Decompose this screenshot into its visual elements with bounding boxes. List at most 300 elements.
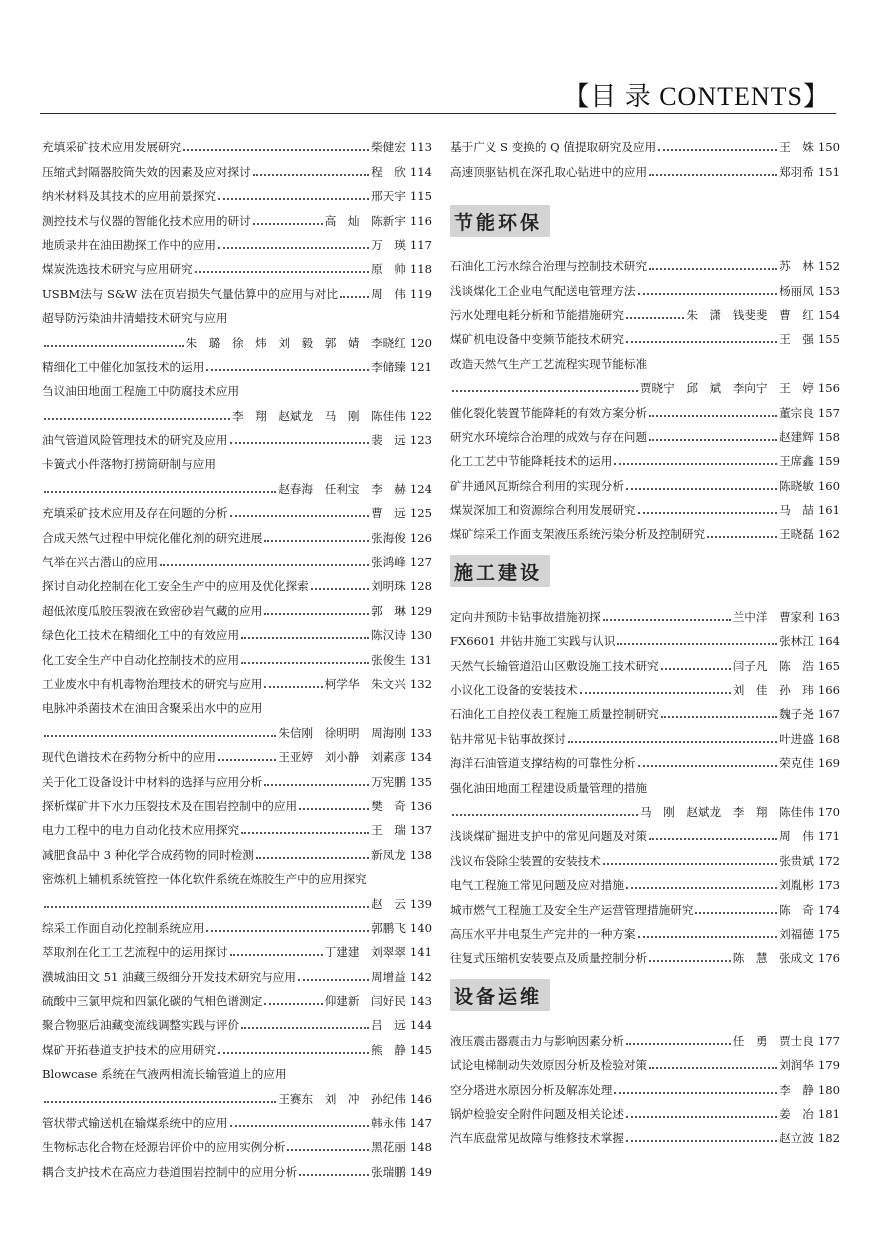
toc-entry[interactable] bbox=[450, 770, 840, 794]
toc-entry[interactable] bbox=[42, 252, 432, 276]
toc-entry[interactable] bbox=[42, 301, 432, 325]
toc-entry[interactable] bbox=[450, 648, 840, 672]
page-number: 147 bbox=[409, 1116, 432, 1131]
page-number: 120 bbox=[409, 335, 432, 350]
dot-leader bbox=[661, 668, 731, 670]
dot-leader bbox=[218, 759, 276, 761]
toc-entry[interactable] bbox=[42, 642, 432, 666]
toc-entry[interactable] bbox=[42, 740, 432, 764]
toc-entry[interactable] bbox=[42, 618, 432, 642]
entry-title: 石油化工污水综合治理与控制技术研究 bbox=[450, 259, 648, 274]
page-number: 148 bbox=[409, 1140, 432, 1155]
entry-title: Blowcase 系统在气液两相流长输管道上的应用 bbox=[42, 1067, 287, 1082]
entry-title: 化工安全生产中自动化控制技术的应用 bbox=[42, 652, 240, 667]
dot-leader bbox=[649, 838, 777, 840]
entry-authors: 张俊生 bbox=[371, 652, 406, 667]
dot-leader bbox=[44, 418, 230, 420]
page-number: 161 bbox=[817, 503, 840, 518]
page-number: 114 bbox=[409, 164, 432, 179]
entry-authors: 柯学华 朱文兴 bbox=[324, 676, 406, 691]
entry-title: 强化油田地面工程建设质量管理的措施 bbox=[450, 780, 648, 795]
page-number: 168 bbox=[817, 731, 840, 746]
toc-entry[interactable] bbox=[450, 746, 840, 770]
toc-entry[interactable] bbox=[450, 721, 840, 745]
entry-authors: 朱 璐 徐 炜 刘 毅 郭 婧 李晓红 bbox=[185, 335, 406, 350]
toc-entry[interactable] bbox=[42, 1008, 432, 1032]
page-number: 113 bbox=[409, 140, 432, 155]
page-number: 179 bbox=[817, 1058, 840, 1073]
dot-leader bbox=[568, 741, 777, 743]
toc-entry[interactable] bbox=[450, 322, 840, 346]
entry-authors: 郭鹏飞 bbox=[371, 920, 406, 935]
dot-leader bbox=[44, 906, 369, 908]
entry-authors: 熊 静 bbox=[371, 1042, 406, 1057]
toc-entry-continuation[interactable] bbox=[42, 398, 432, 422]
entry-title: 往复式压缩机安装要点及质量控制分析 bbox=[450, 951, 648, 966]
toc-entry[interactable] bbox=[450, 1048, 840, 1072]
page-number: 167 bbox=[817, 707, 840, 722]
entry-title: 高压水平井电泵生产完井的一种方案 bbox=[450, 926, 636, 941]
entry-authors: 樊 奇 bbox=[371, 798, 406, 813]
entry-title: 锅炉检验安全附件问题及相关论述 bbox=[450, 1106, 624, 1121]
entry-title: 濮城油田文 51 油藏三级细分开发技术研究与应用 bbox=[42, 969, 296, 984]
dot-leader bbox=[230, 515, 370, 517]
entry-authors: 张贵斌 bbox=[779, 853, 814, 868]
toc-entry[interactable] bbox=[42, 423, 432, 447]
entry-title: 合成天然气过程中甲烷化催化剂的研究进展 bbox=[42, 530, 263, 545]
entry-authors: 贾晓宁 邱 斌 李向宁 王 婷 bbox=[639, 381, 814, 396]
page-number: 162 bbox=[817, 527, 840, 542]
toc-entry[interactable] bbox=[450, 819, 840, 843]
header-rule bbox=[40, 113, 836, 114]
toc-entry-continuation[interactable] bbox=[42, 886, 432, 910]
right-column bbox=[450, 130, 840, 1145]
toc-entry[interactable] bbox=[450, 1023, 840, 1047]
toc-entry[interactable] bbox=[450, 130, 840, 154]
entry-authors: 郑羽希 bbox=[779, 164, 814, 179]
page-number: 156 bbox=[817, 381, 840, 396]
entry-authors: 周 伟 bbox=[779, 829, 814, 844]
page-number: 144 bbox=[409, 1018, 432, 1033]
page-number: 172 bbox=[817, 853, 840, 868]
page-number: 133 bbox=[409, 725, 432, 740]
entry-authors: 张瑞鹏 bbox=[371, 1164, 406, 1179]
entry-authors: 丁建建 刘翠翠 bbox=[324, 945, 406, 960]
toc-entry[interactable] bbox=[450, 493, 840, 517]
entry-authors: 万宪鹏 bbox=[371, 774, 406, 789]
toc-entry[interactable] bbox=[42, 520, 432, 544]
toc-entry[interactable] bbox=[42, 862, 432, 886]
entry-title: 工业废水中有机毒物治理技术的研究与应用 bbox=[42, 676, 263, 691]
dot-leader bbox=[626, 317, 684, 319]
entry-title: 气举在兴古潜山的应用 bbox=[42, 555, 158, 570]
entry-authors: 董宗良 bbox=[779, 405, 814, 420]
entry-authors: 张海俊 bbox=[371, 530, 406, 545]
toc-entry[interactable] bbox=[42, 154, 432, 178]
page-number: 140 bbox=[409, 920, 432, 935]
page-number: 122 bbox=[409, 408, 432, 423]
page-number: 163 bbox=[817, 609, 840, 624]
toc-entry[interactable] bbox=[42, 1154, 432, 1178]
dot-leader bbox=[44, 491, 276, 493]
page-number: 150 bbox=[817, 140, 840, 155]
entry-title: 现代色谱技术在药物分析中的应用 bbox=[42, 750, 216, 765]
entry-title: 研究水环境综合治理的成效与存在问题 bbox=[450, 429, 648, 444]
dot-leader bbox=[241, 1027, 369, 1029]
toc-entry[interactable] bbox=[42, 545, 432, 569]
section-list bbox=[450, 207, 840, 1146]
entry-title: 综采工作面自动化控制系统应用 bbox=[42, 920, 205, 935]
page-number: 125 bbox=[409, 506, 432, 521]
entry-authors: 刘福德 bbox=[779, 926, 814, 941]
toc-entry[interactable] bbox=[42, 959, 432, 983]
entry-authors: 杨丽凤 bbox=[779, 283, 814, 298]
page-number: 115 bbox=[409, 189, 432, 204]
page-number: 127 bbox=[409, 555, 432, 570]
entry-title: 小议化工设备的安装技术 bbox=[450, 683, 578, 698]
dot-leader bbox=[218, 1052, 369, 1054]
entry-authors: 赵春海 任利宝 李 赫 bbox=[278, 481, 406, 496]
entry-authors: 王亚婷 刘小静 刘素彦 bbox=[278, 750, 406, 765]
dot-leader bbox=[264, 1003, 322, 1005]
contents-header-title: 【目 录 CONTENTS】 bbox=[563, 82, 830, 111]
entry-authors: 吕 远 bbox=[371, 1018, 406, 1033]
toc-entry[interactable] bbox=[450, 395, 840, 419]
toc-entry[interactable] bbox=[450, 673, 840, 697]
page-number: 124 bbox=[409, 481, 432, 496]
entry-authors: 陈汉诗 bbox=[371, 628, 406, 643]
toc-entry[interactable] bbox=[42, 228, 432, 252]
entry-authors: 李 静 bbox=[779, 1082, 814, 1097]
entry-title: 探析煤矿井下水力压裂技术及在围岩控制中的应用 bbox=[42, 798, 298, 813]
entry-authors: 刘润华 bbox=[779, 1058, 814, 1073]
toc-entry-continuation[interactable] bbox=[42, 325, 432, 349]
entry-title: 高速顶驱钻机在深孔取心钻进中的应用 bbox=[450, 164, 648, 179]
entry-authors: 马 喆 bbox=[779, 503, 814, 518]
entry-title: 聚合物驱后油藏变流线调整实践与评价 bbox=[42, 1018, 240, 1033]
entry-title: 天然气长输管道沿山区敷设施工技术研究 bbox=[450, 658, 659, 673]
entry-title: 海洋石油管道支撑结构的可靠性分析 bbox=[450, 756, 636, 771]
page-number: 149 bbox=[409, 1164, 432, 1179]
entry-title: 改造天然气生产工艺流程实现节能标准 bbox=[450, 356, 648, 371]
page-number: 175 bbox=[817, 926, 840, 941]
toc-entry[interactable] bbox=[42, 1106, 432, 1130]
toc-entry-continuation[interactable] bbox=[42, 471, 432, 495]
entry-title: 硫酸中三氯甲烷和四氯化碳的气相色谱测定 bbox=[42, 994, 263, 1009]
dot-leader bbox=[264, 540, 369, 542]
toc-entry[interactable] bbox=[450, 1072, 840, 1096]
toc-entry[interactable] bbox=[450, 892, 840, 916]
entry-authors: 朱信刚 徐明明 周海刚 bbox=[278, 725, 406, 740]
entry-authors: 周 伟 bbox=[371, 286, 406, 301]
entry-title: 地质录井在油田勘探工作中的应用 bbox=[42, 237, 216, 252]
toc-entry[interactable] bbox=[450, 624, 840, 648]
toc-entry[interactable] bbox=[42, 789, 432, 813]
toc-entry[interactable] bbox=[42, 276, 432, 300]
toc-entry[interactable] bbox=[450, 917, 840, 941]
dot-leader bbox=[695, 912, 777, 914]
dot-leader bbox=[264, 613, 369, 615]
toc-entry[interactable] bbox=[42, 691, 432, 715]
entry-title: 钻井常见卡钻事故探讨 bbox=[450, 731, 566, 746]
page-number: 129 bbox=[409, 603, 432, 618]
toc-entry[interactable] bbox=[42, 130, 432, 154]
dot-leader bbox=[264, 686, 322, 688]
section-heading-label: 施工建设 bbox=[450, 555, 550, 587]
toc-entry[interactable] bbox=[450, 273, 840, 297]
entry-authors: 万 瑛 bbox=[371, 237, 406, 252]
section-heading bbox=[450, 981, 840, 1011]
dot-leader bbox=[649, 174, 777, 176]
entry-title: 煤矿综采工作面支架液压系统污染分析及控制研究 bbox=[450, 527, 706, 542]
dot-leader bbox=[230, 442, 370, 444]
dot-leader bbox=[160, 564, 369, 566]
toc-entry[interactable] bbox=[42, 447, 432, 471]
dot-leader bbox=[44, 345, 184, 347]
toc-entry[interactable] bbox=[450, 868, 840, 892]
dot-leader bbox=[638, 293, 778, 295]
entry-title: 定向井预防卡钻事故措施初探 bbox=[450, 609, 601, 624]
toc-entry[interactable] bbox=[450, 346, 840, 370]
entry-title: 纳米材料及其技术的应用前景探究 bbox=[42, 189, 216, 204]
dot-leader bbox=[206, 930, 369, 932]
toc-entry-continuation[interactable] bbox=[450, 795, 840, 819]
entry-authors: 郭 琳 bbox=[371, 603, 406, 618]
toc-entry[interactable] bbox=[450, 468, 840, 492]
dot-leader bbox=[44, 735, 276, 737]
toc-entry[interactable] bbox=[450, 843, 840, 867]
toc-entry[interactable] bbox=[450, 444, 840, 468]
dot-leader bbox=[241, 662, 369, 664]
page-number: 166 bbox=[817, 683, 840, 698]
entry-title: 催化裂化装置节能降耗的有效方案分析 bbox=[450, 405, 648, 420]
entry-authors: 邢天宇 bbox=[371, 189, 406, 204]
entry-title: 卡簧式小件落物打捞筒研制与应用 bbox=[42, 457, 216, 472]
dot-leader bbox=[614, 463, 777, 465]
page-number: 139 bbox=[409, 896, 432, 911]
entry-title: 关于化工设备设计中材料的选择与应用分析 bbox=[42, 774, 263, 789]
page-number: 152 bbox=[817, 259, 840, 274]
entry-authors: 裴 远 bbox=[371, 433, 406, 448]
page-number: 154 bbox=[817, 307, 840, 322]
dot-leader bbox=[649, 960, 731, 962]
entry-title: 密炼机上辅机系统管控一体化软件系统在炼胶生产中的应用探究 bbox=[42, 872, 367, 887]
entry-title: 液压震击器震击力与影响因素分析 bbox=[450, 1033, 624, 1048]
entry-authors: 柴健宏 bbox=[371, 140, 406, 155]
toc-entry[interactable] bbox=[450, 420, 840, 444]
toc-entry[interactable] bbox=[42, 569, 432, 593]
dot-leader bbox=[649, 268, 777, 270]
entry-authors: 李储臻 bbox=[371, 359, 406, 374]
dot-leader bbox=[241, 832, 369, 834]
dot-leader bbox=[626, 1116, 777, 1118]
entry-authors: 刘 佳 孙 玮 bbox=[732, 683, 814, 698]
entry-authors: 王赛东 刘 冲 孙纪伟 bbox=[278, 1091, 406, 1106]
page-number: 182 bbox=[817, 1131, 840, 1146]
toc-entry[interactable] bbox=[42, 496, 432, 520]
dot-leader bbox=[658, 149, 777, 151]
toc-entry[interactable] bbox=[450, 249, 840, 273]
page-number: 143 bbox=[409, 994, 432, 1009]
dot-leader bbox=[626, 1140, 777, 1142]
entry-authors: 王 强 bbox=[779, 332, 814, 347]
page-number: 146 bbox=[409, 1091, 432, 1106]
toc-entry[interactable] bbox=[42, 1130, 432, 1154]
page-number: 128 bbox=[409, 579, 432, 594]
entry-title: 基于广义 S 变换的 Q 值提取研究及应用 bbox=[450, 140, 657, 155]
entry-title: 石油化工自控仪表工程施工质量控制研究 bbox=[450, 707, 659, 722]
toc-entry[interactable] bbox=[450, 298, 840, 322]
toc-entry[interactable] bbox=[42, 667, 432, 691]
entry-authors: 闫子凡 陈 浩 bbox=[732, 658, 814, 673]
entry-authors: 魏子尧 bbox=[779, 707, 814, 722]
page-number: 157 bbox=[817, 405, 840, 420]
entry-title: 生物标志化合物在烃源岩评价中的应用实例分析 bbox=[42, 1140, 286, 1155]
page-number: 121 bbox=[409, 359, 432, 374]
entry-title: FX6601 井钻井施工实践与认识 bbox=[450, 634, 616, 649]
toc-entry[interactable] bbox=[450, 599, 840, 623]
toc-entry[interactable] bbox=[450, 1121, 840, 1145]
entry-title: 精细化工中催化加氢技术的运用 bbox=[42, 359, 205, 374]
page-number: 141 bbox=[409, 945, 432, 960]
entry-title: 刍议油田地面工程施工中防腐技术应用 bbox=[42, 384, 240, 399]
entry-title: 探讨自动化控制在化工安全生产中的应用及优化探索 bbox=[42, 579, 309, 594]
dot-leader bbox=[299, 808, 369, 810]
toc-entry-continuation[interactable] bbox=[450, 371, 840, 395]
entry-title: 充填采矿技术应用及存在问题的分析 bbox=[42, 506, 228, 521]
entry-authors: 马 刚 赵斌龙 李 翔 陈佳伟 bbox=[639, 804, 814, 819]
toc-entry[interactable] bbox=[42, 374, 432, 398]
dot-leader bbox=[241, 637, 369, 639]
entry-title: 绿色化工技术在精细化工中的有效应用 bbox=[42, 628, 240, 643]
entry-authors: 苏 林 bbox=[779, 259, 814, 274]
section-heading-label: 节能环保 bbox=[450, 205, 550, 237]
entry-authors: 新凤龙 bbox=[371, 847, 406, 862]
entry-authors: 赵 云 bbox=[371, 896, 406, 911]
dot-leader bbox=[580, 692, 731, 694]
entry-authors: 王晓磊 bbox=[779, 527, 814, 542]
toc-entry[interactable] bbox=[42, 837, 432, 861]
toc-entry[interactable] bbox=[42, 593, 432, 617]
dot-leader bbox=[218, 198, 369, 200]
toc-entry-continuation[interactable] bbox=[42, 715, 432, 739]
entry-title: 煤炭深加工和资源综合利用发展研究 bbox=[450, 503, 636, 518]
dot-leader bbox=[218, 247, 369, 249]
page-number: 180 bbox=[817, 1082, 840, 1097]
page-number: 176 bbox=[817, 951, 840, 966]
toc-entry[interactable] bbox=[42, 350, 432, 374]
entry-title: 电脉冲杀菌技术在油田含聚采出水中的应用 bbox=[42, 701, 263, 716]
dot-leader bbox=[617, 643, 777, 645]
toc-entry[interactable] bbox=[42, 935, 432, 959]
entry-title: 煤炭洗选技术研究与应用研究 bbox=[42, 262, 193, 277]
entry-authors: 姜 冶 bbox=[779, 1106, 814, 1121]
entry-authors: 高 灿 陈新宇 bbox=[324, 213, 406, 228]
entry-title: 耦合支护技术在高应力巷道围岩控制中的应用分析 bbox=[42, 1164, 298, 1179]
page-number: 164 bbox=[817, 634, 840, 649]
entry-title: 压缩式封隔器胶筒失效的因素及应对探讨 bbox=[42, 164, 251, 179]
toc-entry[interactable] bbox=[42, 984, 432, 1008]
toc-entry[interactable] bbox=[42, 179, 432, 203]
toc-entry[interactable] bbox=[450, 697, 840, 721]
toc-entry[interactable] bbox=[42, 813, 432, 837]
toc-entry[interactable] bbox=[42, 911, 432, 935]
dot-leader bbox=[626, 887, 777, 889]
entry-title: 管状带式输送机在输煤系统中的应用 bbox=[42, 1116, 228, 1131]
entry-authors: 程 欣 bbox=[371, 164, 406, 179]
entry-title: 超导防污染油井清蜡技术研究与应用 bbox=[42, 311, 228, 326]
page-number: 117 bbox=[409, 237, 432, 252]
toc-entry[interactable] bbox=[42, 764, 432, 788]
page-number: 170 bbox=[817, 804, 840, 819]
entry-authors: 陈 奇 bbox=[779, 902, 814, 917]
section-heading-label: 设备运维 bbox=[450, 979, 550, 1011]
toc-entry[interactable] bbox=[42, 203, 432, 227]
entry-title: 煤矿机电设备中变频节能技术研究 bbox=[450, 332, 624, 347]
entry-title: 城市燃气工程施工及安全生产运营管理措施研究 bbox=[450, 902, 694, 917]
dot-leader bbox=[707, 536, 777, 538]
dot-leader bbox=[649, 415, 777, 417]
dot-leader bbox=[649, 439, 777, 441]
page-number: 158 bbox=[817, 429, 840, 444]
toc-entry[interactable] bbox=[450, 941, 840, 965]
entry-title: 浅议布袋除尘装置的安装技术 bbox=[450, 853, 601, 868]
section-heading bbox=[450, 207, 840, 237]
entry-title: 汽车底盘常见故障与维修技术掌握 bbox=[450, 1131, 624, 1146]
entry-authors: 叶进盛 bbox=[779, 731, 814, 746]
entry-authors: 李 翔 赵斌龙 马 刚 陈佳伟 bbox=[231, 408, 406, 423]
entry-authors: 任 勇 贾士良 bbox=[732, 1033, 814, 1048]
left-column bbox=[42, 130, 432, 1179]
dot-leader bbox=[253, 223, 323, 225]
toc-entry[interactable] bbox=[42, 1032, 432, 1056]
entry-authors: 韩永伟 bbox=[371, 1116, 406, 1131]
page-number: 116 bbox=[409, 213, 432, 228]
section-heading bbox=[450, 557, 840, 587]
dot-leader bbox=[311, 588, 369, 590]
toc-entry[interactable] bbox=[450, 154, 840, 178]
dot-leader bbox=[638, 765, 778, 767]
toc-entry[interactable] bbox=[450, 517, 840, 541]
toc-entry[interactable] bbox=[42, 1057, 432, 1081]
entry-authors: 荣克佳 bbox=[779, 756, 814, 771]
page-number: 145 bbox=[409, 1042, 432, 1057]
entry-title: 超低浓度瓜胶压裂液在致密砂岩气藏的应用 bbox=[42, 603, 263, 618]
entry-authors: 张鸿峰 bbox=[371, 555, 406, 570]
page-number: 130 bbox=[409, 628, 432, 643]
entry-authors: 曹 远 bbox=[371, 506, 406, 521]
dot-leader bbox=[626, 341, 777, 343]
entry-authors: 赵立波 bbox=[779, 1131, 814, 1146]
dot-leader bbox=[230, 1125, 370, 1127]
entry-title: 空分塔进水原因分析及解冻处理 bbox=[450, 1082, 613, 1097]
toc-entry[interactable] bbox=[450, 1097, 840, 1121]
dot-leader bbox=[603, 619, 731, 621]
page-number: 137 bbox=[409, 823, 432, 838]
entry-title: 浅谈煤矿掘进支护中的常见问题及对策 bbox=[450, 829, 648, 844]
dot-leader bbox=[299, 1174, 369, 1176]
page-number: 169 bbox=[817, 756, 840, 771]
entry-authors: 黑花丽 bbox=[371, 1140, 406, 1155]
dot-leader bbox=[183, 149, 369, 151]
page-number: 151 bbox=[817, 164, 840, 179]
page-number: 181 bbox=[817, 1106, 840, 1121]
toc-entry-continuation[interactable] bbox=[42, 1081, 432, 1105]
entry-title: 试论电梯制动失效原因分析及检验对策 bbox=[450, 1058, 648, 1073]
page-number: 131 bbox=[409, 652, 432, 667]
entry-title: 电气工程施工常见问题及应对措施 bbox=[450, 878, 624, 893]
dot-leader bbox=[452, 814, 638, 816]
